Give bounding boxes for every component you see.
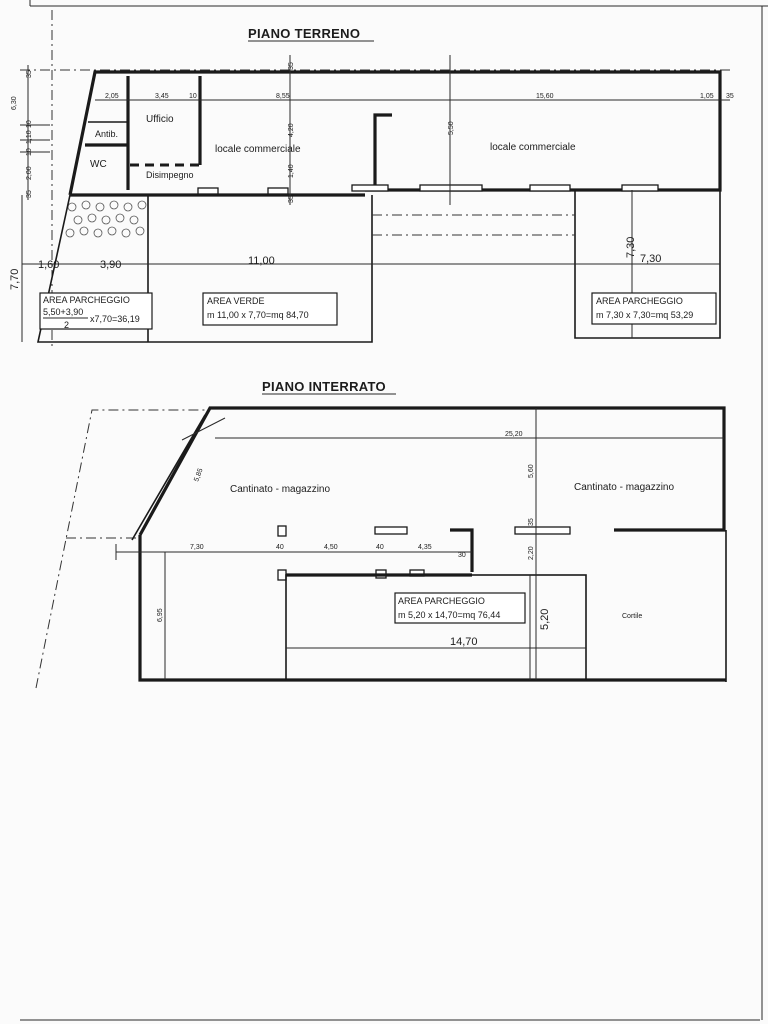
box-value: x7,70=36,19	[90, 314, 140, 324]
wall-segment	[450, 530, 472, 572]
dim-label: 7,30	[640, 253, 662, 265]
window	[622, 185, 658, 191]
dim-label: 1,40	[288, 164, 295, 178]
dim-label: 35	[26, 70, 33, 78]
pillar	[278, 570, 286, 580]
room-label-cantinato-1: Cantinato - magazzino	[230, 484, 331, 495]
box-title: AREA PARCHEGGIO	[43, 295, 130, 305]
room-label-wc: WC	[90, 159, 107, 170]
room-label-locale-commerciale-1: locale commerciale	[215, 144, 301, 155]
basement-plan	[36, 379, 726, 688]
dim-label: 10	[26, 120, 33, 128]
room-label-cantinato-2: Cantinato - magazzino	[574, 482, 675, 493]
dim-label: 35	[288, 195, 295, 203]
dim-label: 1,60	[38, 259, 60, 271]
dim-label: 10	[189, 93, 197, 100]
ground-floor-title: PIANO TERRENO	[248, 26, 361, 41]
dim-label: 35	[288, 62, 295, 70]
room-label-locale-commerciale-2: locale commerciale	[490, 142, 576, 153]
dim-label: 15,60	[536, 93, 554, 100]
dim-label: 30	[458, 552, 466, 559]
wall-segment	[375, 527, 407, 534]
parking-area-left-box	[40, 293, 152, 330]
box-value: 2	[64, 320, 70, 330]
dim-label: 8,55	[276, 93, 290, 100]
dim-label: 7,30	[190, 544, 204, 551]
basement-parking-area-box	[395, 593, 525, 623]
room-label-ufficio: Ufficio	[146, 114, 174, 125]
dim-label: 2,20	[528, 546, 535, 560]
box-value: 5,50+3,90	[43, 307, 84, 317]
dim-label: 7,30	[625, 236, 637, 258]
window	[268, 188, 288, 194]
dim-label: 35	[26, 190, 33, 198]
dim-label: 5,20	[539, 608, 551, 630]
room-label-cortile: Cortile	[622, 613, 643, 620]
dim-label: 7,70	[9, 268, 21, 290]
window	[352, 185, 388, 191]
box-title: AREA PARCHEGGIO	[596, 296, 683, 306]
dim-label: 5,60	[528, 464, 535, 478]
window	[420, 185, 482, 191]
window	[198, 188, 218, 194]
dim-label: 5,85	[193, 467, 205, 483]
dim-label: 3,45	[155, 93, 169, 100]
dim-label: 35	[528, 518, 535, 526]
dim-label: 6,30	[11, 96, 18, 110]
green-area-box	[203, 293, 337, 325]
dim-label: 4,35	[418, 544, 432, 551]
parking-area-right-box	[592, 293, 716, 324]
dim-label: 14,70	[450, 636, 478, 648]
dim-label: 3,90	[100, 259, 122, 271]
basement-lot-boundary	[36, 410, 205, 688]
dim-label: 6,95	[157, 608, 164, 622]
window	[530, 185, 570, 191]
dim-label: 1,05	[700, 93, 714, 100]
pillar	[278, 526, 286, 536]
dim-label: 40	[276, 544, 284, 551]
dim-label: 2,05	[105, 93, 119, 100]
box-value: m 5,20 x 14,70=mq 76,44	[398, 610, 501, 620]
commercial-partition-wall	[375, 115, 392, 190]
wall-segment	[515, 527, 570, 534]
dim-label: 25,20	[505, 431, 523, 438]
box-title: AREA VERDE	[207, 296, 265, 306]
box-value: m 11,00 x 7,70=mq 84,70	[207, 310, 309, 320]
dim-label: 10	[26, 148, 33, 156]
room-label-disimpegno: Disimpegno	[146, 170, 194, 180]
basement-title: PIANO INTERRATO	[262, 379, 386, 394]
basement-outer-wall	[140, 408, 724, 535]
dim-label: 11,00	[248, 255, 275, 267]
box-value: m 7,30 x 7,30=mq 53,29	[596, 310, 694, 320]
dim-label: 35	[726, 93, 734, 100]
dim-label: 1,10	[26, 130, 33, 144]
dim-label: 4,50	[324, 544, 338, 551]
dim-label: 40	[376, 544, 384, 551]
box-title: AREA PARCHEGGIO	[398, 596, 485, 606]
dim-label: 2,00	[26, 166, 33, 180]
ground-floor-plan	[9, 10, 734, 350]
dim-label: 5,50	[448, 121, 455, 135]
dim-label: 4,20	[288, 123, 295, 137]
hatch-pattern	[66, 201, 146, 237]
room-label-antib: Antib.	[95, 129, 119, 139]
